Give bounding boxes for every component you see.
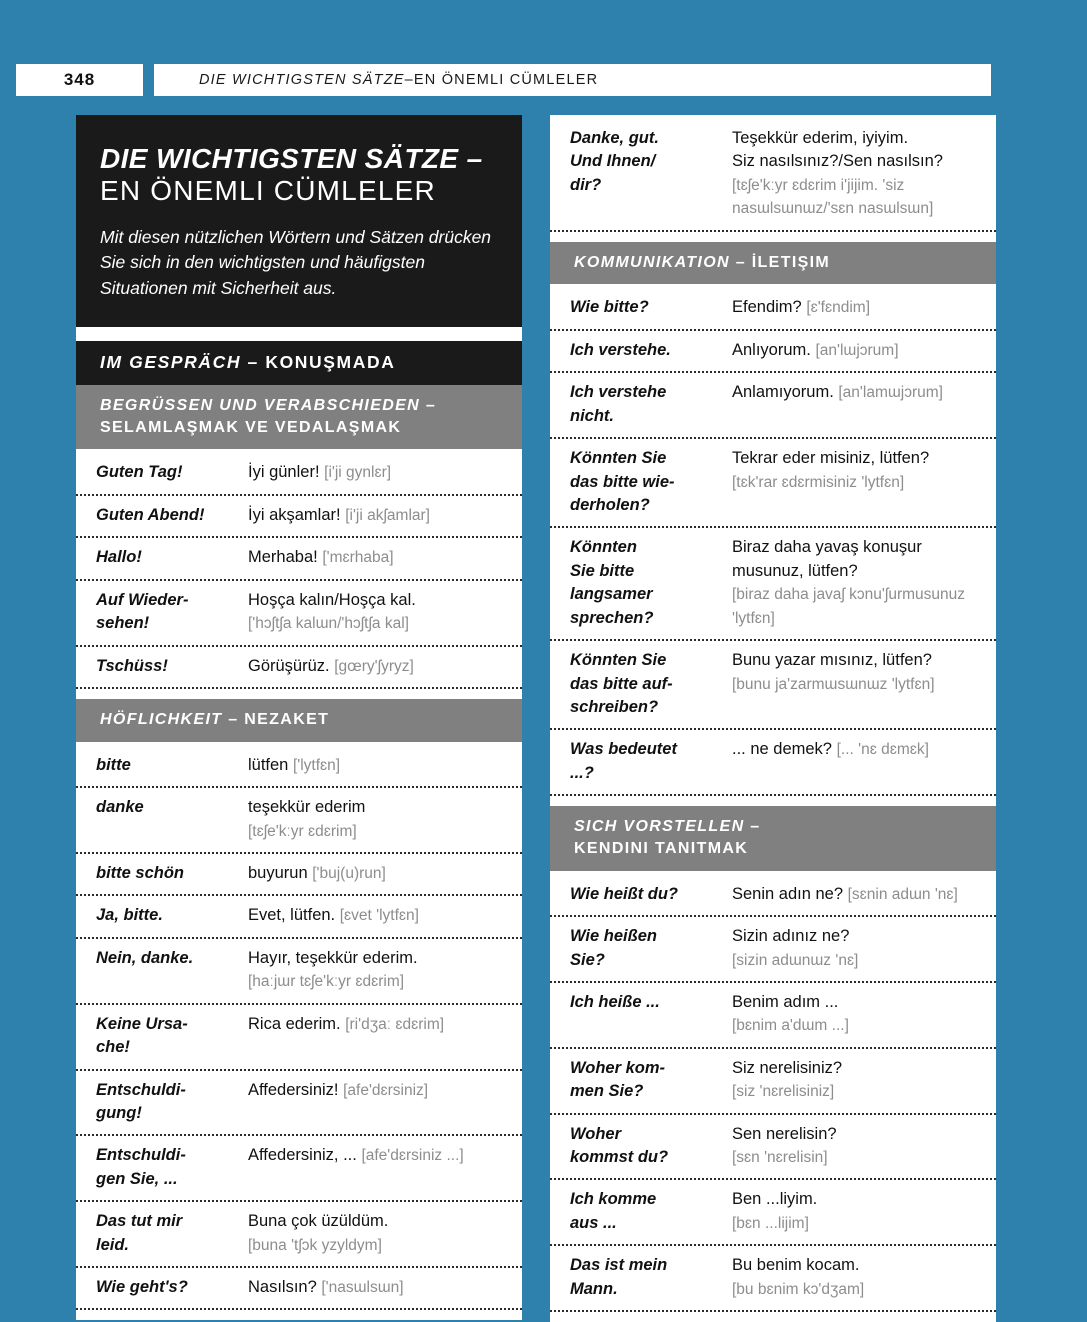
table-row [76, 854, 522, 896]
phrase-ipa: [afe'dɛrsiniz ...] [361, 1147, 464, 1165]
section-header-german: SICH VORSTELLEN – [574, 818, 761, 836]
phrase-ipa: [haːjɯr tɛʃe'kːyr ɛdɛrim] [248, 973, 405, 991]
table-row [550, 1115, 996, 1181]
phrase-turkish-text: Bu benim kocam. [732, 1256, 860, 1275]
phrase-german: Könnten Sie das bitte wie- derholen? [570, 449, 675, 514]
table-row [550, 331, 996, 373]
phrase-turkish [732, 1188, 984, 1235]
section-header-turkish: NEZAKET [244, 710, 330, 728]
phrase-german: Könnten Sie bitte langsamer sprechen? [570, 538, 654, 627]
phrase-turkish [732, 1057, 984, 1104]
table-row [76, 896, 522, 938]
phrase-german: Guten Abend! [96, 505, 205, 524]
phrase-turkish-text: Buna çok üzüldüm. [248, 1212, 389, 1231]
phrase-turkish [248, 1210, 510, 1257]
running-head [0, 64, 1087, 96]
table-row [76, 788, 522, 854]
table-bottom-pad [550, 232, 996, 242]
phrase-german: Nein, danke. [96, 948, 194, 967]
section-header-hoeflichkeit [76, 699, 522, 742]
table-row [76, 1005, 522, 1071]
chapter-header-turkish: KONUŞMADA [265, 351, 396, 372]
table-row [550, 288, 996, 330]
table-row [76, 538, 522, 580]
table-row [550, 641, 996, 730]
phrase-ipa: [tɛk'rar ɛdɛrmisiniz 'lytfɛn] [732, 473, 905, 491]
phrase-ipa: [ɛvet 'lytfɛn] [339, 907, 419, 925]
phrase-turkish-text: Hayır, teşekkür ederim. [248, 948, 418, 967]
phrase-turkish-text: Rica ederim. [248, 1014, 341, 1033]
phrase-ipa: [bɛnim a'dɯm ...] [732, 1017, 849, 1035]
table-row [550, 373, 996, 439]
phrase-turkish-text: Efendim? [732, 298, 802, 317]
phrase-german: Wie heißen Sie? [570, 927, 657, 969]
phrase-german: Wie heißt du? [570, 884, 679, 903]
table-row [76, 746, 522, 788]
phrase-table-hoeflichkeit [76, 742, 522, 1321]
phrase-ipa: ['lytfɛn] [292, 756, 341, 774]
phrase-turkish [248, 947, 510, 994]
table-row [76, 1136, 522, 1202]
table-bottom-pad [550, 1312, 996, 1322]
phrase-german: Danke, gut. Und Ihnen/ dir? [570, 129, 659, 194]
table-row [550, 730, 996, 796]
phrase-ipa: ['hɔʃtʃa kalɯn/'hɔʃtʃa kal] [248, 615, 409, 633]
left-column [76, 115, 522, 1322]
table-bottom-pad [76, 689, 522, 699]
phrase-table-sich-vorstellen [550, 871, 996, 1322]
phrase-german: Was bedeutet ...? [570, 740, 677, 782]
phrase-german: Ich heiße ... [570, 992, 660, 1011]
phrase-turkish [732, 381, 984, 404]
phrase-turkish [732, 649, 984, 696]
phrase-german: Auf Wieder- sehen! [96, 590, 189, 633]
phrase-turkish-text: Anlamıyorum. [732, 383, 834, 402]
phrase-turkish [248, 1079, 510, 1102]
table-row [550, 528, 996, 641]
phrase-ipa: [afe'dɛrsiniz] [343, 1081, 429, 1099]
phrase-turkish-text: ... ne demek? [732, 740, 832, 759]
phrase-ipa: ['mɛrhaba] [322, 549, 394, 567]
phrase-turkish-text: Görüşürüz. [248, 656, 330, 675]
phrase-german: Wie geht's? [96, 1278, 188, 1297]
phrase-turkish [248, 904, 510, 927]
phrase-turkish [732, 296, 984, 319]
phrase-table-begruessen [76, 449, 522, 699]
phrase-turkish [732, 738, 984, 761]
section-header-turkish: KENDINI TANITMAK [574, 839, 749, 857]
phrase-turkish [732, 536, 984, 630]
phrase-german: bitte [96, 755, 131, 774]
phrase-german: Wie bitte? [570, 298, 649, 317]
running-head-title-turkish: EN ÖNEMLI CÜMLELER [413, 72, 599, 88]
phrase-turkish-text: Anlıyorum. [732, 340, 811, 359]
phrase-german: Guten Tag! [96, 463, 183, 482]
phrase-turkish-text: Bunu yazar mısınız, lütfen? [732, 651, 932, 670]
table-bottom-pad [76, 1310, 522, 1320]
phrase-german: Entschuldi- gung! [96, 1080, 186, 1122]
phrase-turkish-text: Teşekkür ederim, iyiyim. Siz nasılsınız?/Sen nasılsın? [732, 129, 943, 171]
runhead-gap [143, 64, 154, 96]
phrase-turkish-text: teşekkür ederim [248, 798, 366, 817]
table-row [550, 1246, 996, 1312]
table-row [76, 496, 522, 538]
phrase-ipa: [i'ji akʃamlar] [345, 506, 430, 524]
phrase-ipa: [... 'nɛ dɛmɛk] [836, 741, 929, 759]
table-bottom-pad [550, 796, 996, 806]
phrase-german: Hallo! [96, 548, 142, 567]
right-column [550, 115, 996, 1322]
runhead-left-spacer [0, 64, 16, 96]
intro-box [76, 115, 522, 327]
phrase-german: Das tut mir leid. [96, 1212, 183, 1254]
phrase-german: Tschüss! [96, 656, 168, 675]
chapter-header [76, 341, 522, 385]
phrase-turkish [248, 1144, 510, 1167]
phrase-german: Ich verstehe nicht. [570, 383, 667, 425]
phrase-ipa: [i'ji gynlɛr] [324, 464, 392, 482]
phrase-turkish [732, 1123, 984, 1170]
phrase-turkish-text: Evet, lütfen. [248, 906, 336, 925]
phrase-turkish [248, 504, 510, 527]
phrase-ipa: [siz 'nɛrelisiniz] [732, 1083, 835, 1101]
table-row [550, 1049, 996, 1115]
phrase-turkish-text: Affedersiniz! [248, 1080, 339, 1099]
page-body [76, 115, 1011, 1322]
phrase-turkish [732, 339, 984, 362]
phrase-turkish [248, 1276, 510, 1299]
phrase-turkish [732, 1254, 984, 1301]
section-header-begruessen [76, 385, 522, 450]
phrase-ipa: [biraz daha javaʃ kɔnu'ʃurmusunuz 'lytfɛn] [732, 586, 965, 627]
phrase-german: Könnten Sie das bitte auf- schreiben? [570, 651, 673, 716]
table-row [76, 1268, 522, 1310]
phrase-german: Ich komme aus ... [570, 1190, 657, 1232]
running-head-title [154, 64, 991, 96]
phrase-turkish-text: buyurun [248, 863, 308, 882]
phrase-ipa: [an'lɯjɔrum] [815, 341, 899, 359]
phrase-ipa: [ri'dʒaː ɛdɛrim] [345, 1015, 445, 1033]
phrase-german: Ich verstehe. [570, 340, 671, 359]
phrase-turkish [248, 796, 510, 843]
section-header-separator: – [222, 710, 245, 728]
phrase-turkish [732, 883, 984, 906]
phrase-turkish [732, 925, 984, 972]
phrase-turkish [248, 862, 510, 885]
intro-title-line2: EN ÖNEMLI CÜMLELER [100, 174, 436, 206]
phrase-ipa: [ɛ'fɛndim] [806, 299, 871, 317]
phrase-german: Woher kom- men Sie? [570, 1058, 666, 1101]
table-row [550, 983, 996, 1049]
phrase-ipa: [gœry'ʃyryz] [334, 657, 414, 675]
table-row [76, 939, 522, 1005]
section-header-sich-vorstellen [550, 806, 996, 871]
phrase-ipa: [bɛn ...lijim] [732, 1214, 809, 1232]
phrase-german: Das ist mein Mann. [570, 1256, 668, 1298]
phrase-turkish-text: Affedersiniz, ... [248, 1146, 357, 1165]
phrase-ipa: ['nasɯlsɯn] [321, 1279, 404, 1297]
chapter-header-separator: – [241, 351, 266, 372]
phrase-turkish [248, 461, 510, 484]
phrase-ipa: [bunu ja'zarmɯsɯnɯz 'lytfɛn] [732, 675, 935, 693]
phrase-ipa: [sɛnin adɯn 'nɛ] [847, 885, 958, 903]
phrase-turkish-text: lütfen [248, 755, 289, 774]
section-header-german: HÖFLICHKEIT [100, 710, 223, 728]
phrase-german: danke [96, 798, 144, 817]
phrase-ipa: [bu bɛnim kɔ'dʒam] [732, 1280, 865, 1298]
phrase-ipa: [an'lamɯjɔrum] [838, 384, 943, 402]
phrase-turkish-text: Biraz daha yavaş konuşur musunuz, lütfen? [732, 538, 922, 580]
phrase-ipa: [sizin adɯnɯz 'nɛ] [732, 951, 859, 969]
table-row [550, 439, 996, 528]
phrase-turkish [248, 1013, 510, 1036]
section-header-kommunikation [550, 242, 996, 285]
phrase-german: Ja, bitte. [96, 906, 163, 925]
phrase-turkish-text: Tekrar eder misiniz, lütfen? [732, 449, 930, 468]
section-header-turkish: İLETIŞIM [751, 253, 831, 271]
section-header-turkish: SELAMLAŞMAK VE VEDALAŞMAK [100, 418, 402, 436]
phrase-ipa: [tɛʃe'kːyr ɛdɛrim i'jijim. 'siz nasɯlsɯnɯz/'sɛn nasɯlsɯn] [732, 176, 934, 218]
section-header-german: BEGRÜSSEN UND VERABSCHIEDEN – [100, 396, 437, 414]
table-row [76, 453, 522, 495]
section-header-german: KOMMUNIKATION [574, 253, 730, 271]
phrase-turkish [732, 127, 984, 221]
phrase-turkish-text: Siz nerelisiniz? [732, 1058, 843, 1077]
phrase-turkish-text: Ben ...liyim. [732, 1190, 818, 1209]
phrase-german: Keine Ursa- che! [96, 1014, 188, 1057]
phrase-table-kommunikation [550, 284, 996, 806]
table-row [550, 875, 996, 917]
phrase-german: Entschuldi- gen Sie, ... [96, 1146, 186, 1188]
table-row [550, 1180, 996, 1246]
phrase-turkish [248, 546, 510, 569]
phrase-ipa: [sɛn 'nɛrelisin] [732, 1149, 828, 1167]
table-row [550, 119, 996, 232]
phrase-turkish-text: Nasılsın? [248, 1278, 317, 1297]
phrase-turkish [732, 447, 984, 494]
chapter-header-german: IM GESPRÄCH [100, 351, 242, 372]
phrase-turkish [248, 655, 510, 678]
phrase-turkish-text: Hoşça kalın/Hoşça kal. [248, 590, 416, 609]
intro-title [100, 143, 498, 207]
running-head-separator: – [404, 72, 414, 88]
table-row [76, 647, 522, 689]
intro-divider [76, 327, 522, 341]
intro-title-line1: DIE WICHTIGSTEN SÄTZE – [100, 143, 483, 174]
table-row [76, 1071, 522, 1137]
phrase-turkish-text: Sen nerelisin? [732, 1124, 837, 1143]
table-row [76, 1202, 522, 1268]
phrase-turkish-text: İyi günler! [248, 463, 320, 482]
phrase-turkish-text: Senin adın ne? [732, 884, 844, 903]
phrase-turkish [248, 589, 510, 636]
section-header-separator: – [729, 253, 752, 271]
runhead-right-spacer [991, 64, 1087, 96]
intro-body: Mit diesen nützlichen Wörtern und Sätzen drücken Sie sich in den wichtigsten und häufigsten Situationen mit Sicherheit aus. [100, 226, 492, 298]
phrase-turkish [732, 991, 984, 1038]
phrase-turkish-text: Benim adım ... [732, 992, 839, 1011]
phrase-turkish-text: Merhaba! [248, 548, 318, 567]
phrase-ipa: [tɛʃe'kːyr ɛdɛrim] [248, 822, 357, 840]
running-head-title-german: DIE WICHTIGSTEN SÄTZE [199, 72, 405, 88]
phrase-german: bitte schön [96, 863, 185, 882]
page-number: 348 [16, 64, 143, 96]
phrase-table-continuation [550, 115, 996, 242]
phrase-ipa: ['buj(u)run] [312, 864, 386, 882]
phrase-german: Woher kommst du? [570, 1124, 669, 1167]
table-row [550, 917, 996, 983]
phrase-turkish [248, 754, 510, 777]
phrase-turkish-text: İyi akşamlar! [248, 505, 341, 524]
phrase-turkish-text: Sizin adınız ne? [732, 927, 850, 946]
table-row [76, 581, 522, 647]
phrase-ipa: [buna 'tʃɔk yzyldym] [248, 1236, 382, 1254]
